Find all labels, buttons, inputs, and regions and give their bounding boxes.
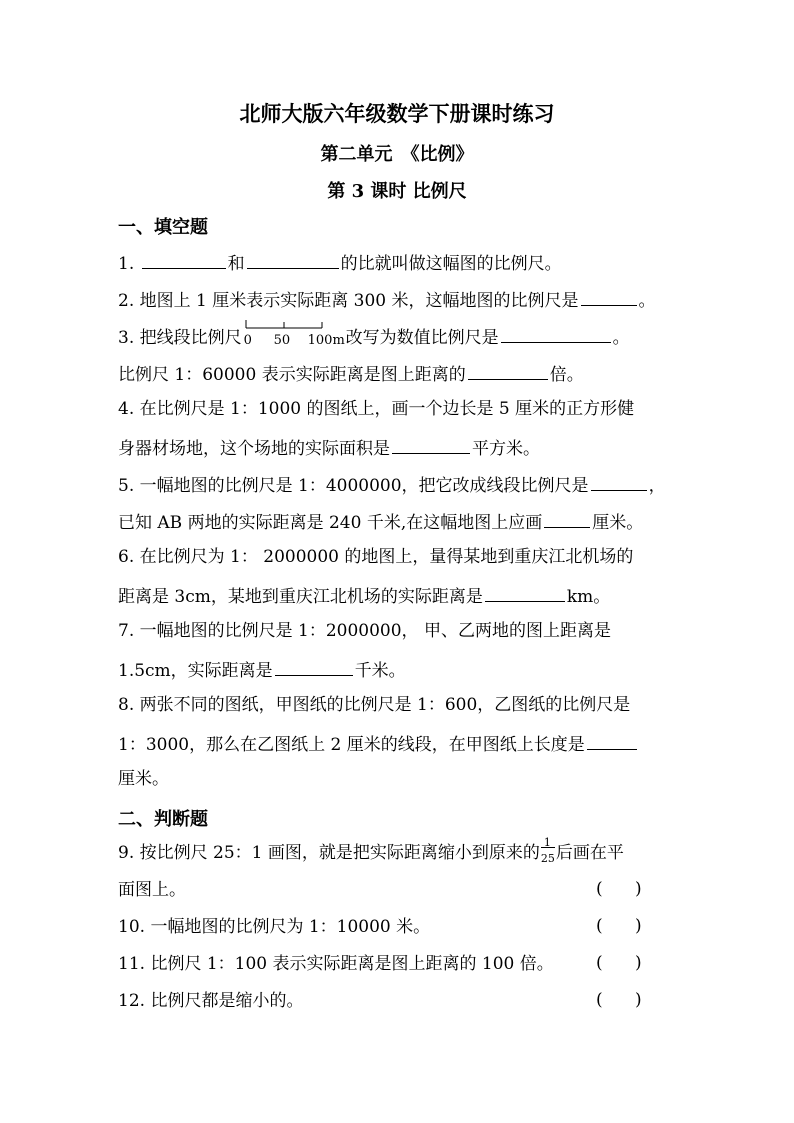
fraction-denominator: 25 (540, 852, 555, 865)
scale-tick-100m: 100m (307, 333, 345, 348)
question-5-line-2 (118, 509, 643, 534)
answer-blank[interactable] (392, 435, 470, 454)
question-12: 12. 比例尺都是缩小的。 (118, 991, 304, 1011)
page-title: 北师大版六年级数学下册课时练习 (239, 101, 555, 126)
answer-parentheses[interactable]: ( ) (596, 990, 642, 1010)
question-5-comma: ， (648, 476, 666, 496)
question-2 (118, 287, 656, 312)
section-fill-in-heading: 一、填空题 (118, 217, 208, 238)
question-10: 10. 一幅地图的比例尺为 1：10000 米。 (118, 917, 431, 937)
question-3-mid: 改写为数值比例尺是 (345, 328, 499, 348)
question-6-end: km。 (566, 587, 611, 607)
question-7-line-2 (118, 657, 406, 682)
question-5-text-b: 已知 AB 两地的实际距离是 240 千米,在这幅地图上应画 (118, 513, 543, 533)
fraction-numerator: 1 (543, 836, 551, 849)
fraction-one-twenty-fifth (540, 836, 556, 865)
question-9-line-1 (118, 836, 624, 865)
question-2-text: 2. 地图上 1 厘米表示实际距离 300 米，这幅地图的比例尺是 (118, 291, 579, 311)
answer-blank[interactable] (581, 287, 637, 306)
question-6-line-1: 6. 在比例尺为 1： 2000000 的地图上，量得某地到重庆江北机场的 (118, 547, 634, 567)
answer-blank[interactable] (591, 472, 647, 491)
answer-blank[interactable] (142, 250, 226, 269)
question-3-lead: 3. 把线段比例尺 (118, 328, 242, 348)
scale-tick-50: 50 (273, 333, 291, 348)
question-8-line-3: 厘米。 (118, 769, 169, 789)
question-5-text-a: 5. 一幅地图的比例尺是 1：4000000，把它改成线段比例尺是 (118, 476, 589, 496)
question-5-end: 厘米。 (592, 513, 644, 533)
question-7-line-1: 7. 一幅地图的比例尺是 1：2000000， 甲、乙两地的图上距离是 (118, 621, 611, 641)
question-4-line-2 (118, 435, 540, 460)
question-4-text: 身器材场地，这个场地的实际面积是 (118, 439, 390, 459)
question-1-text-b: 的比就叫做这幅图的比例尺。 (340, 254, 562, 274)
question-3 (118, 324, 630, 349)
question-5-line-1 (118, 472, 666, 497)
question-1-text-a: 和 (227, 254, 245, 274)
question-6-line-2 (118, 583, 610, 608)
question-9-tail: 后画在平 (555, 843, 624, 863)
answer-blank[interactable] (485, 583, 565, 602)
line-scale-bar (244, 324, 344, 346)
question-7-end: 千米。 (354, 661, 406, 681)
question-6-text: 距离是 3cm，某地到重庆江北机场的实际距离是 (118, 587, 483, 607)
question-1-number: 1. (118, 254, 135, 274)
answer-parentheses[interactable]: ( ) (596, 916, 642, 936)
question-3b (118, 361, 584, 386)
question-4-end: 平方米。 (472, 439, 540, 459)
answer-parentheses[interactable]: ( ) (596, 953, 642, 973)
question-3b-text: 比例尺 1：60000 表示实际距离是图上距离的 (118, 365, 466, 385)
question-2-end: 。 (638, 291, 656, 311)
lesson-title: 第 3 课时 比例尺 (327, 181, 467, 202)
question-8-text: 1：3000，那么在乙图纸上 2 厘米的线段，在甲图纸上长度是 (118, 735, 585, 755)
question-11: 11. 比例尺 1：100 表示实际距离是图上距离的 100 倍。 (118, 954, 554, 974)
question-9-line-2: 面图上。 (118, 880, 186, 900)
question-7-text: 1.5cm，实际距离是 (118, 661, 273, 681)
answer-blank[interactable] (468, 361, 548, 380)
answer-blank[interactable] (247, 250, 339, 269)
unit-title: 第二单元 《比例》 (320, 144, 474, 165)
scale-tick-0: 0 (243, 333, 252, 348)
question-3b-end: 倍。 (549, 365, 584, 385)
section-judge-heading: 二、判断题 (118, 809, 208, 830)
answer-parentheses[interactable]: ( ) (596, 879, 642, 899)
question-9-lead: 9. 按比例尺 25：1 画图，就是把实际距离缩小到原来的 (118, 843, 540, 863)
question-8-line-2 (118, 731, 639, 756)
question-3-end: 。 (612, 328, 630, 348)
answer-blank[interactable] (275, 657, 353, 676)
answer-blank[interactable] (544, 509, 590, 528)
question-8-line-1: 8. 两张不同的图纸，甲图纸的比例尺是 1：600，乙图纸的比例尺是 (118, 695, 631, 715)
question-4-line-1: 4. 在比例尺是 1：1000 的图纸上，画一个边长是 5 厘米的正方形健 (118, 399, 635, 419)
question-1 (118, 250, 562, 275)
answer-blank[interactable] (587, 731, 637, 750)
answer-blank[interactable] (501, 324, 611, 343)
